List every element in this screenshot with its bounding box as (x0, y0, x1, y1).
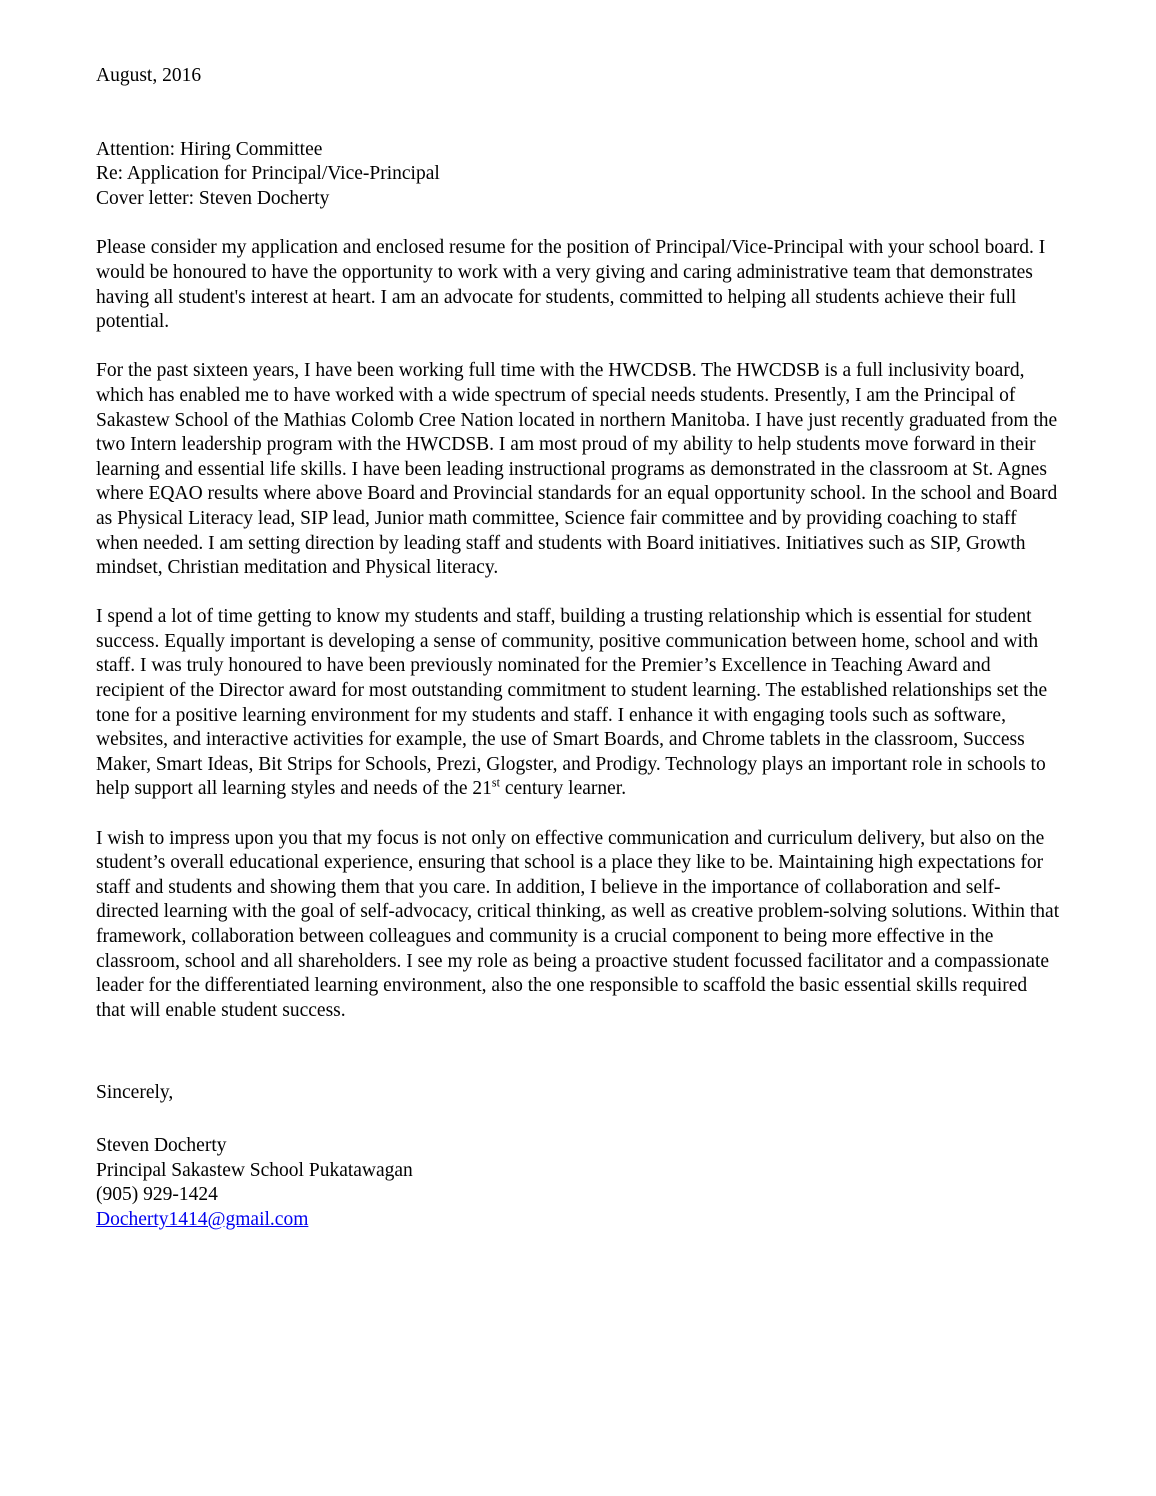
signature-title: Principal Sakastew School Pukatawagan (96, 1159, 413, 1181)
signature-block (96, 1134, 1060, 1232)
signature-phone: (905) 929-1424 (96, 1184, 218, 1206)
letter-paragraph-3 (96, 605, 1060, 802)
cover-letter-line: Cover letter: Steven Docherty (96, 187, 330, 209)
superscript-ordinal: st (491, 775, 500, 790)
signature-name: Steven Docherty (96, 1134, 227, 1156)
letter-header (96, 138, 1060, 212)
letter-paragraph-4: I wish to impress upon you that my focus is not only on effective communication and curriculum delivery, but also on the student’s overall educational experience, ensuring that school is a place they like to be. Maintaining high expectations for staff and students and showing them that you care. In addition, I believe in the importance of collaboration and self-directed learning with the goal of self-advocacy, critical thinking, as well as creative problem-solving solutions. Within that framework, collaboration between colleagues and community is a crucial component to being more effective in the classroom, school and all shareholders. I see my role as being a proactive student focussed facilitator and a compassionate leader for the differentiated learning environment, also the one responsible to scaffold the basic essential skills required that will enable student success. (96, 827, 1060, 1021)
letter-paragraph-2: For the past sixteen years, I have been working full time with the HWCDSB. The HWCDSB is a full inclusivity board, which has enabled me to have worked with a wide spectrum of special needs students. Presently, I am the Principal of Sakastew School of the Mathias Colomb Cree Nation located in northern Manitoba. I have just recently graduated from the two Intern leadership program with the HWCDSB. I am most proud of my ability to help students move forward in their learning and essential life skills. I have been leading instructional programs as demonstrated in the classroom at St. Agnes where EQAO results where above Board and Provincial standards for an equal opportunity school. In the school and Board as Physical Literacy lead, SIP lead, Junior math committee, Science fair committee and by providing coaching to staff when needed. I am setting direction by leading staff and students with Board initiatives. Initiatives such as SIP, Growth mindset, Christian meditation and Physical literacy. (96, 360, 1058, 579)
letter-date: August, 2016 (96, 65, 202, 86)
paragraph-3-text-after: century learner. (499, 778, 627, 800)
letter-paragraph-1: Please consider my application and enclosed resume for the position of Principal/Vice-Principal with your school board. I would be honoured to have the opportunity to work with a very giving and caring administrative team that demonstrates having all student's interest at heart. I am an advocate for students, committed to helping all students achieve their full potential. (96, 237, 1046, 333)
paragraph-3-text: I spend a lot of time getting to know my students and staff, building a trusting relationship which is essential for student success. Equally important is developing a sense of community, positive communication between home, school and with staff. I was truly honoured to have been previously nominated for the Premier’s Excellence in Teaching Award and recipient of the Director award for most outstanding commitment to student learning. The established relationships set the tone for a positive learning environment for my students and staff. I enhance it with engaging tools such as software, websites, and interactive activities for example, the use of Smart Boards, and Chrome tablets in the classroom, Success Maker, Smart Ideas, Bit Strips for Schools, Prezi, Glogster, and Prodigy. Technology plays an important role in schools to help support all learning styles and needs of the 21 (96, 606, 1048, 800)
email-link[interactable]: Docherty1414@gmail.com (96, 1208, 309, 1230)
attention-line: Attention: Hiring Committee (96, 138, 323, 160)
re-line: Re: Application for Principal/Vice-Principal (96, 163, 440, 185)
letter-closing: Sincerely, (96, 1082, 174, 1104)
signature-email-line (96, 1208, 1060, 1233)
